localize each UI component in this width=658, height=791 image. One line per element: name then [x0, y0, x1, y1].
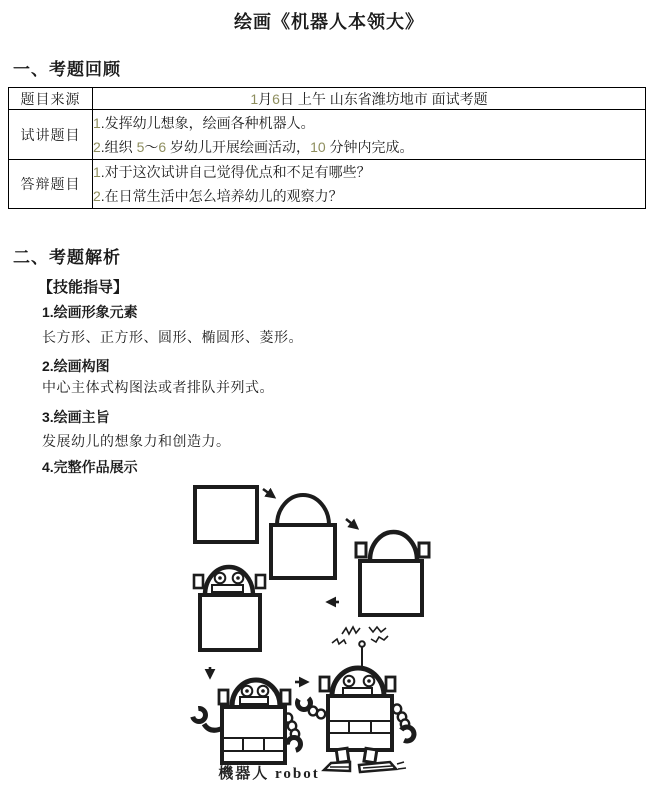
- trial-line-2: 2.组织 5～6 岁幼儿开展绘画活动，10 分钟内完成。: [93, 138, 414, 155]
- item-3-title: 3.绘画主旨: [42, 409, 110, 425]
- row-value-defense: [93, 160, 646, 209]
- row-value-source: 1月6日 上午 山东省潍坊地市 面试考题: [93, 88, 646, 110]
- drawing-step1-square: [195, 487, 257, 542]
- drawing-robot-complete-left: [193, 680, 301, 763]
- defense-line-2: 2.在日常生活中怎么培养幼儿的观察力？: [93, 188, 343, 204]
- defense-line-1: 1.对于这次试讲自己觉得优点和不足有哪些？: [93, 164, 371, 180]
- robot-drawing-svg: [183, 481, 473, 786]
- drawing-step2-dome-square: [271, 495, 335, 578]
- item-1-title: 1.绘画形象元素: [42, 304, 138, 320]
- section1-heading: 一、考题回顾: [13, 60, 121, 79]
- page-title: 绘画《机器人本领大》: [234, 12, 424, 32]
- section2-heading: 二、考题解析: [13, 248, 121, 267]
- exam-review-table: [8, 87, 646, 209]
- artwork-figure: [183, 481, 473, 786]
- arrow-step1-to-step2-icon: [263, 489, 274, 497]
- table-row-trial-lecture: [9, 110, 646, 160]
- artwork-caption: 機器人 robot: [218, 766, 320, 782]
- trial-line-1: 1.发挥幼儿想象，绘画各种机器人。: [93, 114, 315, 131]
- row-label-source: 题目来源: [9, 88, 93, 110]
- row-label-trial-lecture: 试讲题目: [9, 110, 93, 160]
- skill-guide-subheading: 【技能指导】: [38, 279, 129, 296]
- drawing-step3-head-ears-body: [356, 532, 429, 615]
- item-3-body: 发展幼儿的想象力和创造力。: [42, 433, 231, 449]
- item-2-body: 中心主体式构图法或者排队并列式。: [42, 379, 274, 395]
- item-2-title: 2.绘画构图: [42, 358, 110, 374]
- item-1-body: 长方形、正方形、圆形、椭圆形、菱形。: [42, 329, 303, 345]
- row-value-trial-lecture: [93, 110, 646, 160]
- item-4-title: 4.完整作品展示: [42, 459, 138, 475]
- drawing-robot-complete-right: [295, 627, 417, 772]
- table-row-source: [9, 88, 646, 110]
- arrow-step2-to-step3-icon: [346, 519, 357, 528]
- row-label-defense: 答辩题目: [9, 160, 93, 209]
- drawing-step4-face: [194, 567, 265, 650]
- table-row-defense: [9, 160, 646, 209]
